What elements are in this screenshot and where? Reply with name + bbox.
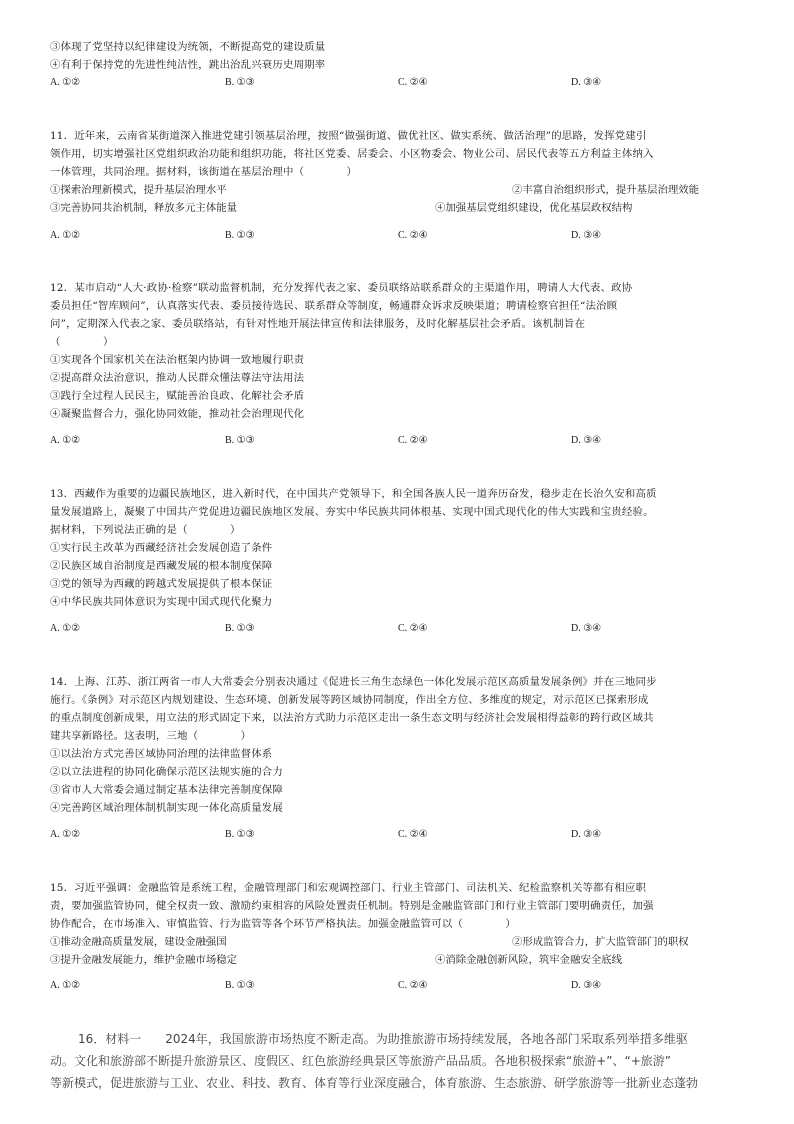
- q14-stem-line-2: 施行。《条例》对示范区内规划建设、生态环境、创新发展等跨区域协同制度，作出全方位、多维度的规定，对示范区已探索形成: [50, 694, 649, 706]
- q13-stem-line-2: 量发展道路上，凝聚了中国共产党促进边疆民族地区发展、夯实中华民族共同体根基、实现中国式现代化的伟大实践和宝贵经验。: [50, 506, 654, 518]
- q14-item-4: ④完善跨区域治理体制机制实现一体化高质量发展: [50, 802, 283, 814]
- q11-items-row-2: [50, 199, 750, 217]
- q11-item-3: ③完善协同共治机制，释放多元主体能量: [50, 202, 238, 214]
- q12-item-1: ①实现各个国家机关在法治框架内协调一致地履行职责: [50, 354, 305, 366]
- pre-answer-options: [50, 74, 750, 92]
- q13-item-3: ③党的领导为西藏的跨越式发展提供了根本保证: [50, 578, 273, 590]
- q13-item-4: ④中华民族共同体意识为实现中国式现代化聚力: [50, 596, 273, 608]
- q12-stem-line-3: 问”，定期深入代表之家、委员联络站，有针对性地开展法律宣传和法律服务，及时化解基层社会矛盾。该机制旨在: [50, 318, 586, 330]
- q14-answer-options: [50, 826, 750, 844]
- q12-stem-line-1: 12．某市启动“人大·政协·检察”联动监督机制，充分发挥代表之家、委员联络站联系群众的主渠道作用，聘请人大代表、政协: [50, 282, 633, 294]
- choice-d[interactable]: D. ③④: [571, 77, 602, 88]
- pre-option-4: ④有利于保持党的先进性纯洁性，跳出治乱兴衰历史周期率: [50, 59, 326, 71]
- q15-item-2: ②形成监管合力，扩大监管部门的职权: [512, 936, 689, 948]
- q12-stem-line-2: 委员担任“智库顾问”，认真落实代表、委员接待选民、联系群众等制度，畅通群众诉求反映渠道；聘请检察官担任“法治顾: [50, 300, 618, 312]
- q15-items-row-1: [50, 933, 750, 951]
- q12-item-4: ④凝聚监督合力，强化协同效能，推动社会治理现代化: [50, 408, 305, 420]
- q11-answer-options: [50, 227, 750, 245]
- choice-b[interactable]: B. ①③: [225, 230, 255, 241]
- q11-stem-line-1: 11．近年来，云南省某街道深入推进党建引领基层治理，按照“做强街道、做优社区、做实系统、做活治理”的思路，发挥党建引: [50, 130, 647, 142]
- q16-material-line-1: 16．材料一 2024年，我国旅游市场热度不断走高。为助推旅游市场持续发展，各地各部门采取系列举措多维驱: [78, 1032, 688, 1046]
- q14-item-3: ③省市人大常委会通过制定基本法律完善制度保障: [50, 784, 283, 796]
- choice-d[interactable]: D. ③④: [571, 829, 602, 840]
- q11-stem-line-2: 领作用，切实增强社区党组织政治功能和组织功能，将社区党委、居委会、小区物委会、物业公司、居民代表等五方利益主体纳入: [50, 148, 654, 160]
- choice-a[interactable]: A. ①②: [50, 435, 81, 446]
- choice-d[interactable]: D. ③④: [571, 230, 602, 241]
- q14-item-2: ②以立法进程的协同化确保示范区法规实施的合力: [50, 766, 283, 778]
- q13-item-2: ②民族区域自治制度是西藏发展的根本制度保障: [50, 560, 273, 572]
- choice-c[interactable]: C. ②④: [398, 230, 428, 241]
- q15-stem-line-3: 协作配合，在市场准入、审慎监管、行为监管等各个环节严格执法。加强金融监管可以（ ）: [50, 918, 516, 930]
- q15-item-4: ④消除金融创新风险，筑牢金融安全底线: [435, 954, 623, 966]
- q12-answer-options: [50, 432, 750, 450]
- q15-items-row-2: [50, 951, 750, 969]
- choice-b[interactable]: B. ①③: [225, 623, 255, 634]
- choice-c[interactable]: C. ②④: [398, 623, 428, 634]
- q16-material-line-2: 动。文化和旅游部不断提升旅游景区、度假区、红色旅游经典景区等旅游产品品质。各地积极探索“旅游+”、“+旅游”: [50, 1054, 671, 1068]
- q11-item-2: ②丰富自治组织形式，提升基层治理效能: [512, 184, 700, 196]
- q15-stem-line-1: 15．习近平强调：金融监管是系统工程，金融管理部门和宏观调控部门、行业主管部门、司法机关、纪检监察机关等都有相应职: [50, 882, 647, 894]
- q11-item-4: ④加强基层党组织建设，优化基层政权结构: [435, 202, 633, 214]
- q11-stem-line-3: 一体管理，共同治理。据材料，该街道在基层治理中（ ）: [50, 166, 358, 178]
- choice-a[interactable]: A. ①②: [50, 980, 81, 991]
- choice-a[interactable]: A. ①②: [50, 230, 81, 241]
- choice-b[interactable]: B. ①③: [225, 980, 255, 991]
- choice-d[interactable]: D. ③④: [571, 435, 602, 446]
- q14-stem-line-3: 的重点制度创新成果，用立法的形式固定下来，以法治方式助力示范区走出一条生态文明与经济社会发展相得益彰的跨行政区域共: [50, 712, 654, 724]
- q11-item-1: ①探索治理新模式，提升基层治理水平: [50, 184, 227, 196]
- choice-b[interactable]: B. ①③: [225, 829, 255, 840]
- q15-item-1: ①推动金融高质量发展，建设金融强国: [50, 936, 227, 948]
- q13-stem-line-1: 13．西藏作为重要的边疆民族地区，进入新时代，在中国共产党领导下，和全国各族人民一道奔历奋发，稳步走在长治久安和高质: [50, 488, 657, 500]
- choice-c[interactable]: C. ②④: [398, 980, 428, 991]
- q14-stem-line-1: 14．上海、江苏、浙江两省一市人大常委会分别表决通过《促进长三角生态绿色一体化发展示范区高质量发展条例》并在三地同步: [50, 676, 657, 688]
- q12-item-2: ②提高群众法治意识，推动人民群众懂法尊法守法用法: [50, 372, 305, 384]
- q16-material-line-3: 等新模式，促进旅游与工业、农业、科技、教育、体育等行业深度融合，体育旅游、生态旅游、研学旅游等一批新业态蓬勃: [50, 1076, 699, 1090]
- choice-c[interactable]: C. ②④: [398, 77, 428, 88]
- q11-items-row-1: [50, 181, 750, 199]
- q12-item-3: ③践行全过程人民民主，赋能善治良政、化解社会矛盾: [50, 390, 305, 402]
- pre-option-3: ③体现了党坚持以纪律建设为统领，不断提高党的建设质量: [50, 41, 326, 53]
- choice-c[interactable]: C. ②④: [398, 829, 428, 840]
- q15-stem-line-2: 责，要加强监管协同，健全权责一致、激励约束相容的风险处置责任机制。特别是金融监管部门和行业主管部门要明确责任，加强: [50, 900, 654, 912]
- q15-answer-options: [50, 977, 750, 995]
- q13-item-1: ①实行民主改革为西藏经济社会发展创造了条件: [50, 542, 273, 554]
- choice-a[interactable]: A. ①②: [50, 77, 81, 88]
- choice-a[interactable]: A. ①②: [50, 623, 81, 634]
- choice-b[interactable]: B. ①③: [225, 435, 255, 446]
- q13-answer-options: [50, 620, 750, 638]
- q13-stem-line-3: 据材料，下列说法正确的是（ ）: [50, 524, 241, 536]
- choice-d[interactable]: D. ③④: [571, 980, 602, 991]
- q12-stem-line-4: （ ）: [50, 336, 114, 348]
- choice-c[interactable]: C. ②④: [398, 435, 428, 446]
- choice-b[interactable]: B. ①③: [225, 77, 255, 88]
- q15-item-3: ③提升金融发展能力，维护金融市场稳定: [50, 954, 238, 966]
- choice-a[interactable]: A. ①②: [50, 829, 81, 840]
- choice-d[interactable]: D. ③④: [571, 623, 602, 634]
- q14-item-1: ①以法治方式完善区域协同治理的法律监督体系: [50, 748, 273, 760]
- q14-stem-line-4: 建共享新路径。这表明，三地（ ）: [50, 730, 252, 742]
